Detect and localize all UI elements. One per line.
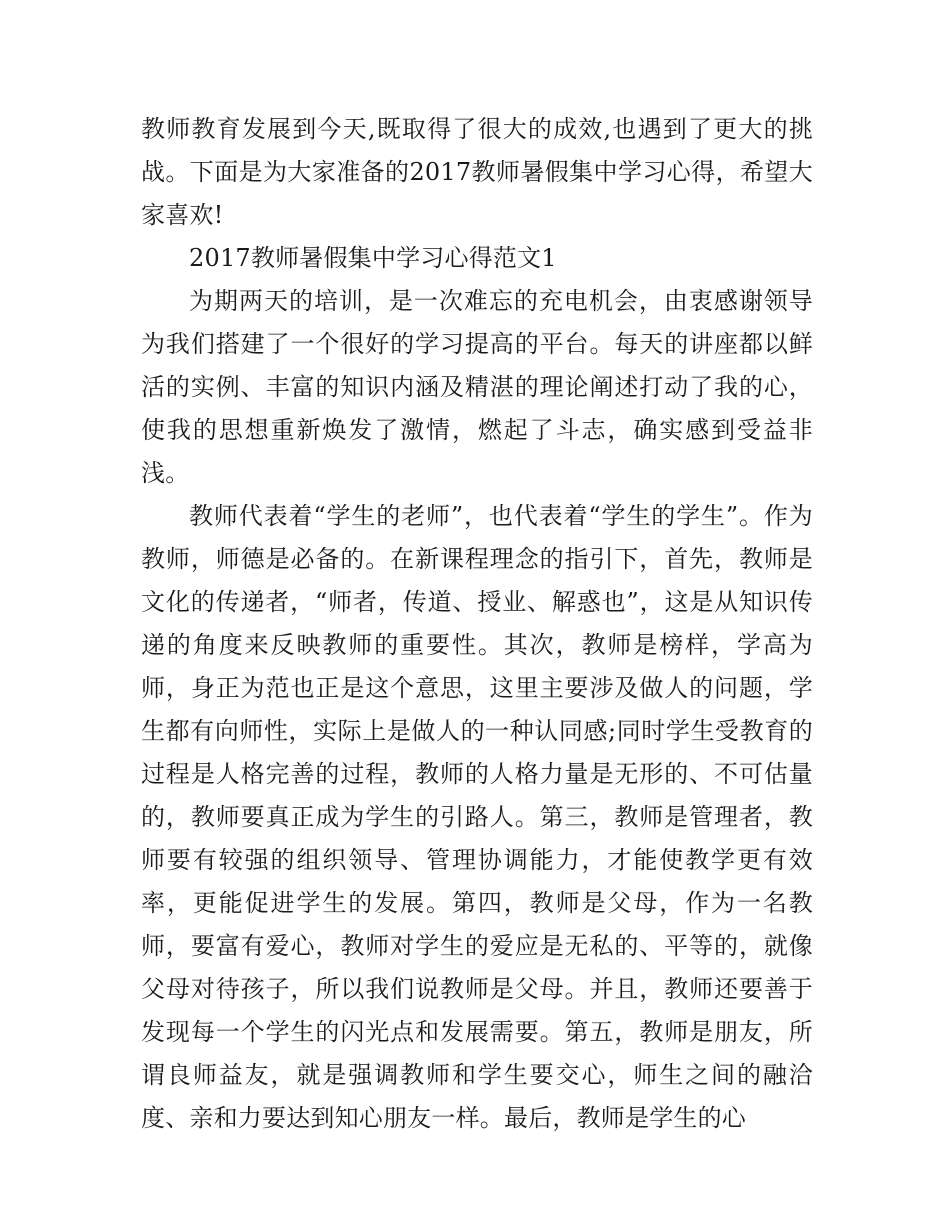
intro-paragraph: 教师教育发展到今天,既取得了很大的成效,也遇到了更大的挑战。下面是为大家准备的2017教师暑假集中学习心得，希望大家喜欢! [141, 115, 813, 229]
document-body [141, 108, 813, 1140]
body-paragraph-1: 为期两天的培训，是一次难忘的充电机会，由衷感谢领导为我们搭建了一个很好的学习提高的平台。每天的讲座都以鲜活的实例、丰富的知识内涵及精湛的理论阐述打动了我的心，使我的思想重新焕发了激情，燃起了斗志，确实感到受益非浅。 [141, 287, 813, 487]
body-paragraph-2: 教师代表着“学生的老师”，也代表着“学生的学生”。作为教师，师德是必备的。在新课程理念的指引下，首先，教师是文化的传递者，“师者，传道、授业、解惑也”，这是从知识传递的角度来反映教师的重要性。其次，教师是榜样，学高为师，身正为范也正是这个意思，这里主要涉及做人的问题，学生都有向师性，实际上是做人的一种认同感;同时学生受教育的过程是人格完善的过程，教师的人格力量是无形的、不可估量的，教师要真正成为学生的引路人。第三，教师是管理者，教师要有较强的组织领导、管理协调能力，才能使教学更有效率，更能促进学生的发展。第四，教师是父母，作为一名教师，要富有爱心，教师对学生的爱应是无私的、平等的，就像父母对待孩子，所以我们说教师是父母。并且，教师还要善于发现每一个学生的闪光点和发展需要。第五，教师是朋友，所谓良师益友，就是强调教师和学生要交心，师生之间的融洽度、亲和力要达到知心朋友一样。最后，教师是学生的心 [141, 502, 813, 1132]
section-title: 2017教师暑假集中学习心得范文1 [189, 244, 557, 272]
